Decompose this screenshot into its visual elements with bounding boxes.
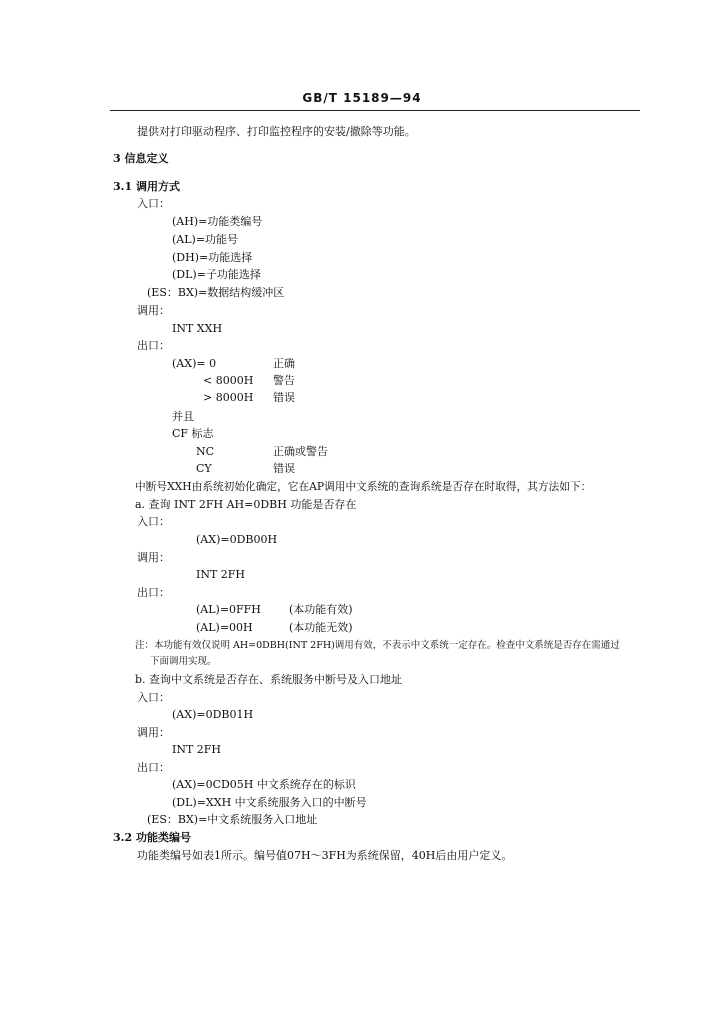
param-dl: (DL)=子功能选择 — [172, 268, 261, 281]
note-line-1: 注：本功能有效仅说明 AH=0DBH(INT 2FH)调用有效，不表示中文系统一定存在。检查中文系统是否存在需通过 — [135, 640, 620, 651]
cy-label: CY — [196, 462, 212, 475]
interrupt-description: 中断号XXH由系统初始化确定，它在AP调用中文系统的查询系统是否存在时取得，其方法如下： — [135, 480, 592, 493]
al-0ffh: (AL)=0FFH — [196, 603, 261, 616]
ax-zero-meaning: 正确 — [273, 357, 295, 370]
call-int-2fh-a: INT 2FH — [196, 568, 246, 581]
es-bx-entry-address: (ES：BX)=中文系统服务入口地址 — [147, 813, 318, 826]
ax-0cd05h: (AX)=0CD05H 中文系统存在的标识 — [172, 778, 356, 791]
param-es-bx: (ES：BX)=数据结构缓冲区 — [147, 286, 285, 299]
intro-text: 提供对打印驱动程序、打印监控程序的安装/撤除等功能。 — [137, 125, 416, 138]
exit-label-a: 出口： — [137, 586, 170, 599]
section-3-heading: 3 信息定义 — [113, 152, 169, 165]
note-line-2: 下面调用实现。 — [150, 656, 217, 667]
section-3-1-heading: 3.1 调用方式 — [113, 180, 180, 193]
ax-greater-8000h: > 8000H — [203, 391, 254, 404]
section-3-2-heading: 3.2 功能类编号 — [113, 831, 191, 844]
ax-less-meaning: 警告 — [273, 374, 295, 387]
section-3-2-text: 功能类编号如表1所示。编号值07H～3FH为系统保留，40H后由用户定义。 — [137, 849, 513, 862]
dl-xxh: (DL)=XXH 中文系统服务入口的中断号 — [172, 796, 367, 809]
cf-flag-label: CF 标志 — [172, 427, 214, 440]
call-label-a: 调用： — [137, 551, 170, 564]
ax-0db01h: (AX)=0DB01H — [172, 708, 254, 721]
call-label: 调用： — [137, 304, 170, 317]
and-label: 并且 — [172, 410, 194, 423]
ax-zero: (AX)= 0 — [172, 357, 217, 370]
exit-label: 出口： — [137, 339, 170, 352]
exit-label-b: 出口： — [137, 761, 170, 774]
nc-label: NC — [196, 445, 215, 458]
nc-meaning: 正确或警告 — [273, 445, 328, 458]
param-al: (AL)=功能号 — [172, 233, 239, 246]
param-dh: (DH)=功能选择 — [172, 251, 253, 264]
al-00h: (AL)=00H — [196, 621, 253, 634]
call-int-xxh: INT XXH — [172, 322, 223, 335]
al-00h-meaning: (本功能无效) — [289, 621, 353, 634]
call-label-b: 调用： — [137, 726, 170, 739]
entry-label-a: 入口： — [137, 515, 170, 528]
item-b-heading: b. 查询中文系统是否存在、系统服务中断号及入口地址 — [135, 673, 403, 686]
item-a-heading: a. 查询 INT 2FH AH=0DBH 功能是否存在 — [135, 498, 357, 511]
ax-less-8000h: < 8000H — [203, 374, 254, 387]
page-header-standard-number: GB/T 15189—94 — [302, 91, 422, 105]
entry-label: 入口： — [137, 197, 170, 210]
call-int-2fh-b: INT 2FH — [172, 743, 222, 756]
entry-label-b: 入口： — [137, 691, 170, 704]
param-ah: (AH)=功能类编号 — [172, 215, 263, 228]
cy-meaning: 错误 — [273, 462, 295, 475]
ax-0db00h: (AX)=0DB00H — [196, 533, 278, 546]
al-0ffh-meaning: (本功能有效) — [289, 603, 353, 616]
ax-greater-meaning: 错误 — [273, 391, 295, 404]
header-rule — [110, 110, 640, 111]
